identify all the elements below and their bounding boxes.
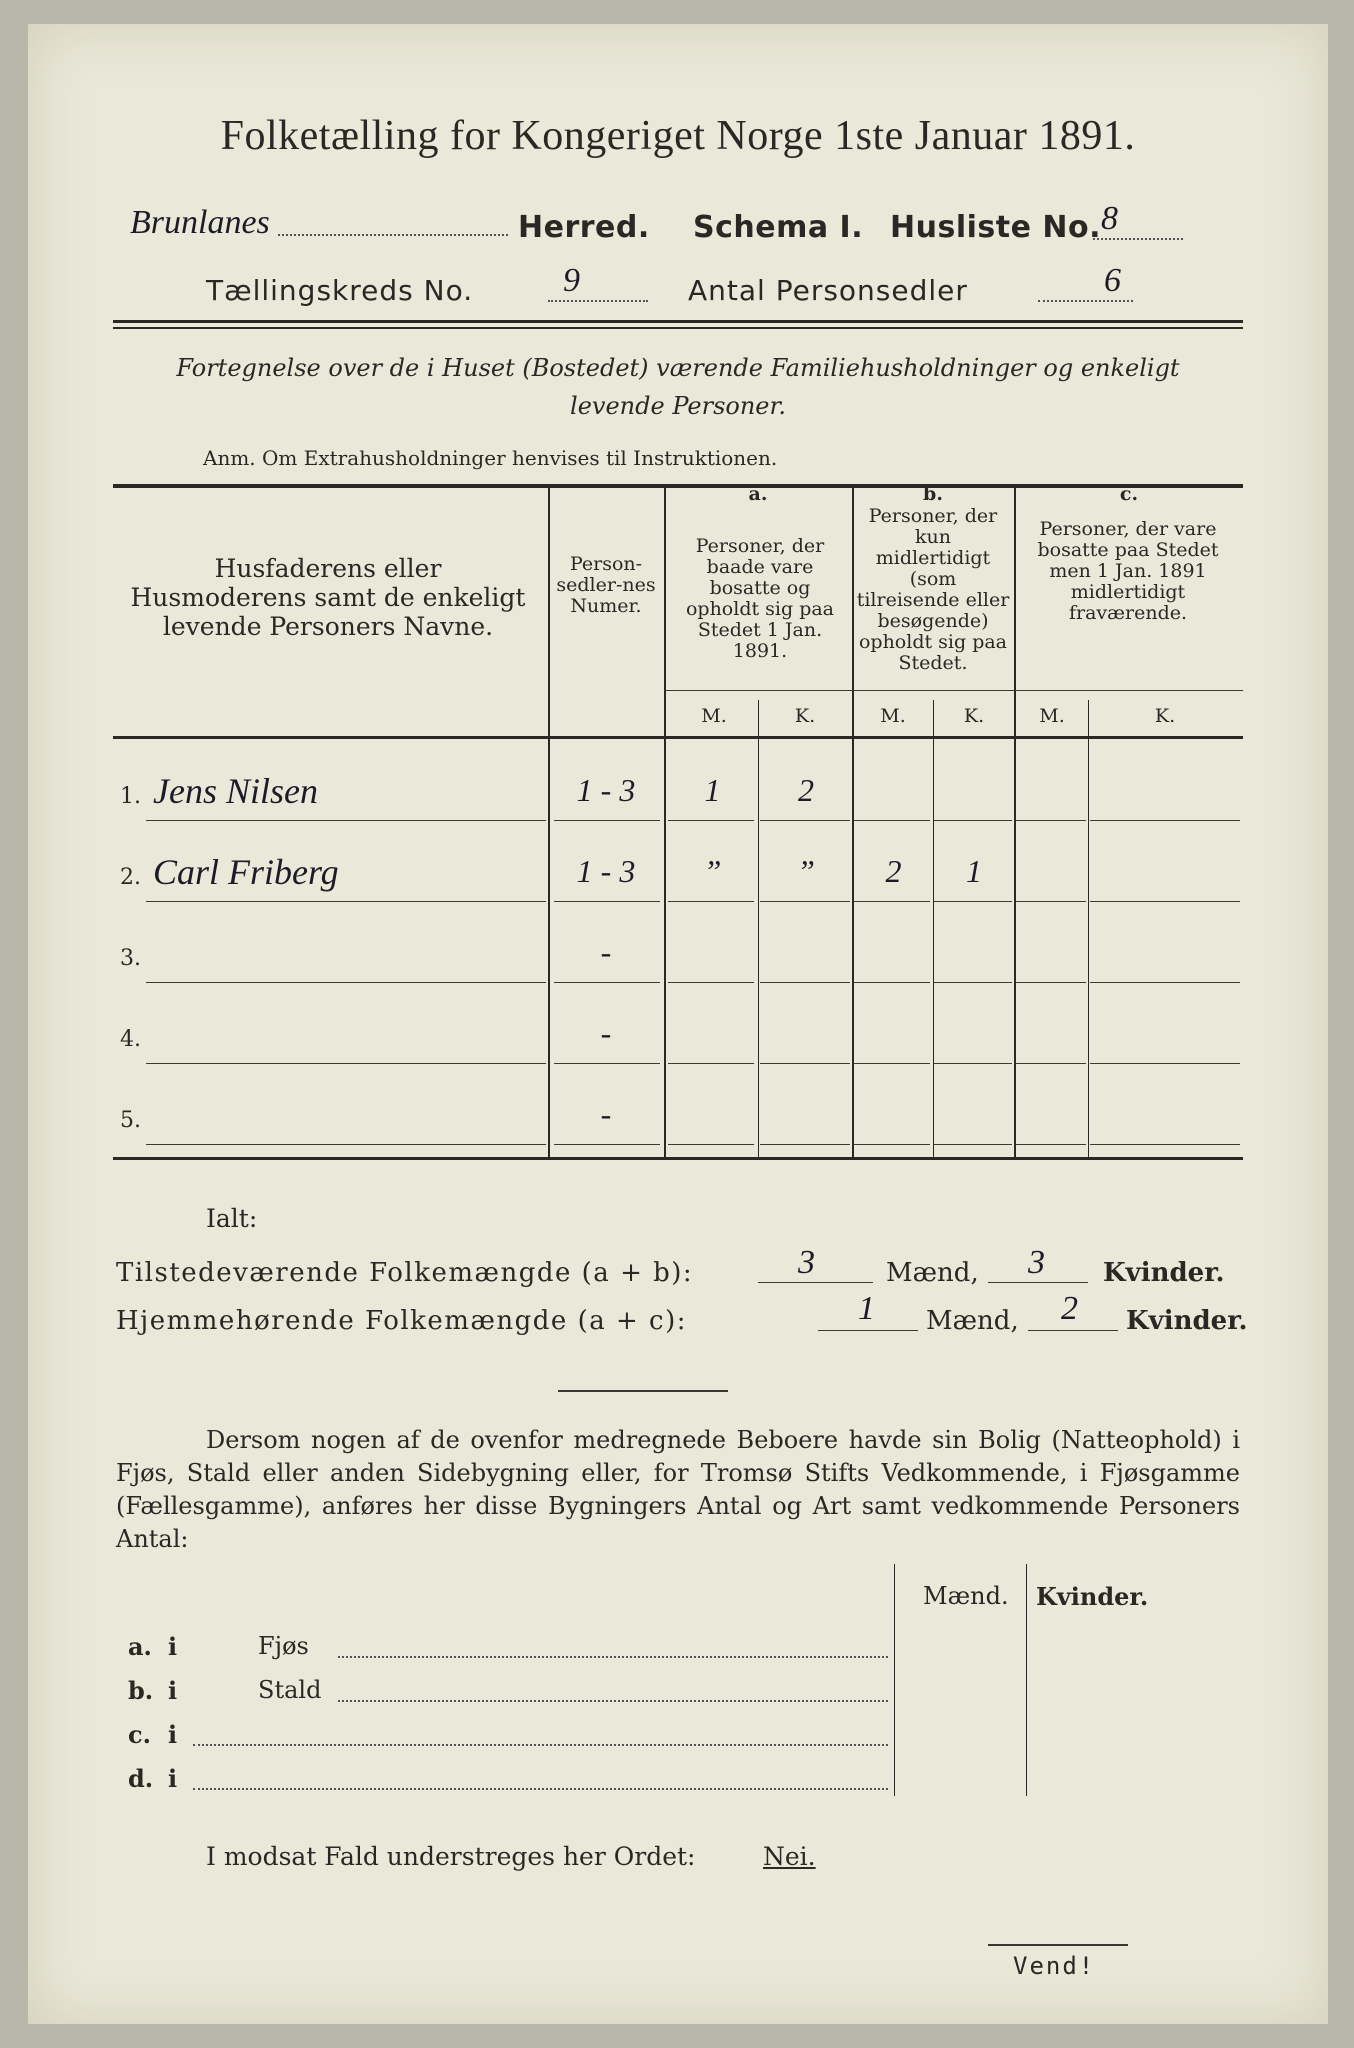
buildings-maend-header: Mænd.: [923, 1582, 1009, 1610]
col-header-c-m: M.: [1039, 705, 1065, 727]
col-header-num: Person-sedler-nes Numer.: [556, 553, 656, 617]
row-number: 5.: [120, 1108, 141, 1133]
row-rule: [854, 1063, 930, 1064]
hjemme-maend-value: 1: [858, 1290, 875, 1327]
col-header-a-m: M.: [701, 705, 727, 727]
col-divider-b: [1014, 488, 1016, 1158]
personsedler-value: 6: [1104, 262, 1121, 299]
hjemme-kvinder-label: Kvinder.: [1126, 1306, 1248, 1336]
tilstede-maend-line: [758, 1282, 873, 1283]
husliste-label: Husliste No.: [890, 210, 1101, 245]
col-divider-a: [852, 488, 854, 1158]
row-rule: [760, 982, 850, 983]
row-name: Carl Friberg: [153, 852, 339, 892]
col-header-c-k: K.: [1154, 705, 1176, 727]
row-rule: [1090, 982, 1240, 983]
building-i: i: [168, 1764, 178, 1793]
section-divider: [558, 1390, 728, 1392]
row-rule: [146, 982, 546, 983]
row-rule: [146, 820, 546, 821]
row-rule: [760, 820, 850, 821]
col-header-b: Personer, der kun midlertidigt (som tilreisende eller besøgende) opholdt sig paa Stedet.: [856, 505, 1010, 674]
col-divider-c-mk: [1088, 700, 1089, 1158]
row-rule: [668, 820, 754, 821]
row-cell-am: ”: [703, 853, 722, 889]
building-letter: b.: [128, 1676, 154, 1705]
row-rule: [1016, 1144, 1086, 1145]
row-name: Jens Nilsen: [153, 771, 318, 811]
row-rule: [1016, 901, 1086, 902]
col-header-b-m: M.: [880, 705, 906, 727]
row-cell-sedler: 1 - 3: [576, 853, 636, 889]
row-cell-ak: ”: [797, 853, 815, 889]
tilstede-kvinder-value: 3: [1028, 1244, 1045, 1281]
row-cell-sedler: -: [600, 1096, 612, 1132]
building-letter: c.: [128, 1720, 151, 1749]
col-header-a: Personer, der baade vare bosatte og opholdt sig paa Stedet 1 Jan. 1891.: [685, 535, 835, 662]
row-rule: [1016, 982, 1086, 983]
row-rule: [1090, 1063, 1240, 1064]
kreds-label: Tællingskreds No.: [206, 274, 474, 307]
hjemme-label: Hjemmehørende Folkemængde (a + c):: [116, 1306, 687, 1336]
row-rule: [760, 1063, 850, 1064]
kreds-dots: [548, 300, 648, 302]
intro-line-2: levende Personer.: [570, 392, 786, 420]
col-divider-b-mk: [933, 700, 934, 1158]
row-cell-ak: 2: [798, 772, 814, 808]
row-cell-bm: 2: [885, 853, 902, 889]
col-header-c: Personer, der vare bosatte paa Stedet men 1 Jan. 1891 midlertidigt fraværende.: [1037, 518, 1219, 624]
row-rule: [554, 820, 660, 821]
kreds-value: 9: [563, 262, 580, 299]
table-header-bottom-rule: [113, 736, 1243, 739]
col-header-b-k: K.: [963, 705, 985, 727]
tilstede-kvinder-line: [988, 1282, 1088, 1283]
schema-label: Schema I.: [693, 210, 864, 245]
row-rule: [760, 901, 850, 902]
herred-dots: [278, 234, 508, 236]
row-rule: [554, 1144, 660, 1145]
vend-rule: [988, 1944, 1128, 1946]
row-rule: [668, 901, 754, 902]
row-rule: [554, 1063, 660, 1064]
tilstede-maend-value: 3: [798, 1244, 815, 1281]
row-rule: [760, 1144, 850, 1145]
vend-text: Vend!: [1013, 1952, 1096, 1980]
tilstede-kvinder-label: Kvinder.: [1103, 1258, 1225, 1288]
row-rule: [146, 1063, 546, 1064]
header-rule-top: [113, 320, 1243, 323]
hjemme-kvinder-line: [1028, 1330, 1118, 1331]
row-rule: [668, 1144, 754, 1145]
buildings-col-divider-2: [1026, 1564, 1027, 1796]
col-divider-num: [664, 488, 666, 1158]
row-rule: [554, 901, 660, 902]
col-header-a-letter: a.: [748, 483, 768, 505]
buildings-col-divider-1: [894, 1564, 895, 1796]
row-rule: [934, 1144, 1012, 1145]
row-rule: [934, 1063, 1012, 1064]
row-cell-sedler: -: [600, 934, 612, 970]
row-rule: [1090, 1144, 1240, 1145]
row-rule: [854, 820, 930, 821]
buildings-kvinder-header: Kvinder.: [1036, 1582, 1149, 1611]
row-rule: [146, 1144, 546, 1145]
row-number: 3.: [120, 946, 141, 971]
building-dots: [193, 1788, 888, 1790]
header-rule-bottom: [113, 327, 1243, 329]
col-divider-a-mk: [758, 700, 759, 1158]
row-number: 1.: [120, 784, 141, 809]
col-header-name: Husfaderens eller Husmoderens samt de enkeligt levende Personers Navne.: [130, 554, 526, 641]
row-rule: [934, 820, 1012, 821]
row-cell-bk: 1: [966, 853, 982, 889]
row-rule: [934, 982, 1012, 983]
personsedler-dots: [1038, 300, 1133, 302]
nei-word: Nei.: [763, 1842, 816, 1871]
husliste-value: 8: [1101, 200, 1118, 237]
row-number: 4.: [120, 1027, 141, 1052]
row-rule: [1016, 820, 1086, 821]
buildings-paragraph: Dersom nogen af de ovenfor medregnede Beboere havde sin Bolig (Natteophold) i Fjøs, Stald eller anden Sidebygning eller, for Tromsø Stifts Vedkommende, i Fjøsgamme (Fællesgamme), anføres her disse Bygningers Antal og Art samt vedkommende Personers Antal:: [116, 1426, 1240, 1553]
row-rule: [668, 982, 754, 983]
row-rule: [1090, 820, 1240, 821]
row-rule: [854, 901, 930, 902]
mk-header-rule: [664, 690, 1243, 691]
building-dots: [338, 1656, 888, 1658]
row-rule: [1090, 901, 1240, 902]
ialt-label: Ialt:: [206, 1204, 258, 1233]
building-i: i: [168, 1632, 178, 1661]
building-letter: a.: [128, 1632, 152, 1661]
row-cell-am: 1: [704, 772, 721, 808]
row-number: 2.: [120, 865, 141, 890]
anm-note: Anm. Om Extrahusholdninger henvises til Instruktionen.: [203, 446, 778, 470]
row-rule: [854, 1144, 930, 1145]
building-i: i: [168, 1720, 178, 1749]
hjemme-maend-label: Mænd,: [926, 1306, 1019, 1336]
personsedler-label: Antal Personsedler: [688, 274, 968, 307]
row-rule: [1016, 1063, 1086, 1064]
hjemme-kvinder-value: 2: [1061, 1290, 1078, 1327]
building-letter: d.: [128, 1764, 154, 1793]
modsat-text: I modsat Fald understreges her Ordet:: [206, 1842, 696, 1871]
row-rule: [854, 982, 930, 983]
row-rule: [554, 982, 660, 983]
row-rule: [668, 1063, 754, 1064]
intro-line-1: Fortegnelse over de i Huset (Bostedet) værende Familiehusholdninger og enkeligt: [176, 354, 1180, 382]
building-dots: [193, 1744, 888, 1746]
building-label: Stald: [258, 1676, 322, 1704]
col-header-a-k: K.: [794, 705, 816, 727]
row-rule: [934, 901, 1012, 902]
col-divider-name: [548, 488, 550, 1158]
col-header-b-letter: b.: [923, 483, 943, 505]
table-bottom-rule: [113, 1157, 1243, 1160]
building-i: i: [168, 1676, 178, 1705]
husliste-dots: [1093, 238, 1183, 240]
building-label: Fjøs: [258, 1632, 309, 1660]
census-form-page: [28, 24, 1328, 2024]
row-cell-sedler: -: [600, 1015, 612, 1051]
col-header-c-letter: c.: [1119, 483, 1139, 505]
form-title: Folketælling for Kongeriget Norge 1ste Januar 1891.: [220, 113, 1136, 159]
herred-value: Brunlanes: [130, 204, 270, 241]
row-cell-sedler: 1 - 3: [576, 772, 636, 808]
herred-label: Herred.: [518, 210, 650, 245]
row-rule: [146, 901, 546, 902]
tilstede-label: Tilstedeværende Folkemængde (a + b):: [116, 1258, 694, 1288]
tilstede-maend-label: Mænd,: [886, 1258, 979, 1288]
hjemme-maend-line: [818, 1330, 918, 1331]
building-dots: [338, 1700, 888, 1702]
